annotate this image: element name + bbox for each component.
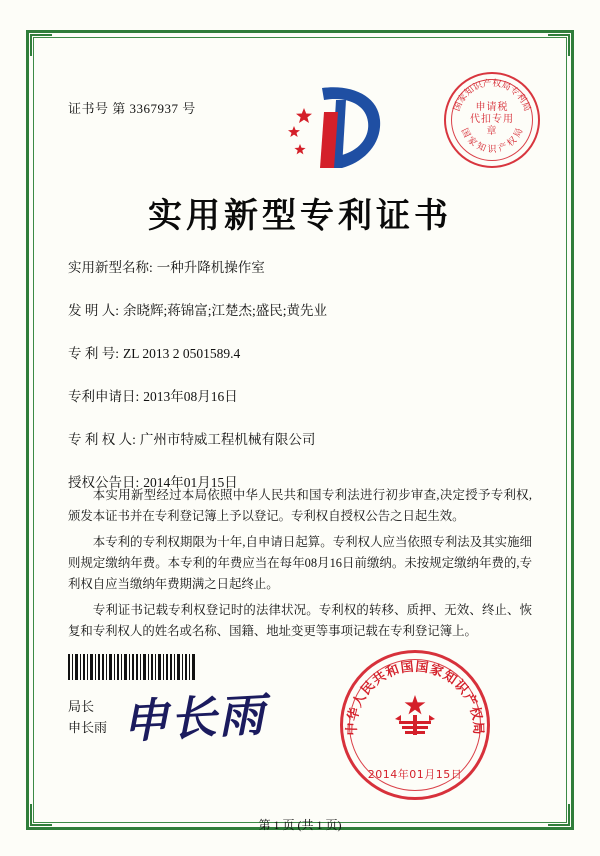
field-label: 授权公告日: [68,475,140,490]
field-row-patent-number [68,342,538,362]
field-value: 2013年08月16日 [143,389,238,404]
corner-ornament-top-right [548,34,570,56]
corner-ornament-bottom-right [548,804,570,826]
field-row-inventors [68,299,538,319]
director-title-label: 局长 [68,699,95,714]
legal-paragraph-3: 专利证书记载专利权登记时的法律状况。专利权的转移、质押、无效、终止、恢复和专利权人的姓名或名称、国籍、地址变更等事项记载在专利登记簿上。 [68,603,532,638]
legal-text-block [68,485,532,647]
director-name-label: 申长雨 [68,720,108,735]
national-seal-arc-text: 中华人民共和国国家知识产权局 [344,659,486,736]
certificate-number: 证书号 第 3367937 号 [68,101,196,116]
tax-seal-stamp [444,72,540,168]
field-row-patentee [68,428,538,448]
seal-date: 2014年01月15日 [367,768,463,781]
page-title: 实用新型专利证书 [148,196,452,236]
certificate-content [50,60,550,832]
page-footer: 第 1 页 (共 1 页) [258,818,342,832]
seal-center-line-1: 申请税 [475,102,509,113]
seal-top-arc-text: 国家知识产权局专利局 [452,78,532,113]
legal-paragraph-1: 本实用新型经过本局依照中华人民共和国专利法进行初步审查,决定授予专利权,颁发本证书并在专利登记簿上予以登记。专利权自授权公告之日起生效。 [68,488,532,523]
field-label: 实用新型名称: [68,260,153,275]
national-emblem-icon [387,691,443,747]
corner-ornament-bottom-left [30,804,52,826]
seal-center-text [469,102,515,138]
field-list [68,256,538,514]
field-row-utility-model-name [68,256,538,276]
seal-bottom-arc-text: 国 家 知 识 产 权 局 [458,126,526,155]
field-value: 2014年01月15日 [143,475,238,490]
corner-ornament-top-left [30,34,52,56]
field-row-application-date [68,385,538,405]
national-seal-stamp [340,650,490,800]
field-label: 专 利 号: [68,346,120,361]
signature-block [68,696,107,738]
sipo-logo-icon [280,82,388,174]
field-label: 专 利 权 人: [68,432,136,447]
field-value: 余晓辉;蒋锦富;江楚杰;盛民;黄先业 [123,303,328,318]
field-value: ZL 2013 2 0501589.4 [123,346,241,361]
field-label: 发 明 人: [68,303,120,318]
field-label: 专利申请日: [68,389,140,404]
barcode [68,654,198,680]
field-value: 一种升降机操作室 [156,260,265,275]
handwritten-signature: 申长雨 [120,687,268,749]
field-value: 广州市特威工程机械有限公司 [139,432,316,447]
legal-paragraph-2: 本专利的专利权期限为十年,自申请日起算。专利权人应当依照专利法及其实施细则规定缴纳年费。本专利的年费应当在每年08月16日前缴纳。未按规定缴纳年费的,专利权自应当缴纳年费期满之日起终止。 [68,535,532,591]
seal-center-line-2: 代扣专用章 [470,114,514,137]
